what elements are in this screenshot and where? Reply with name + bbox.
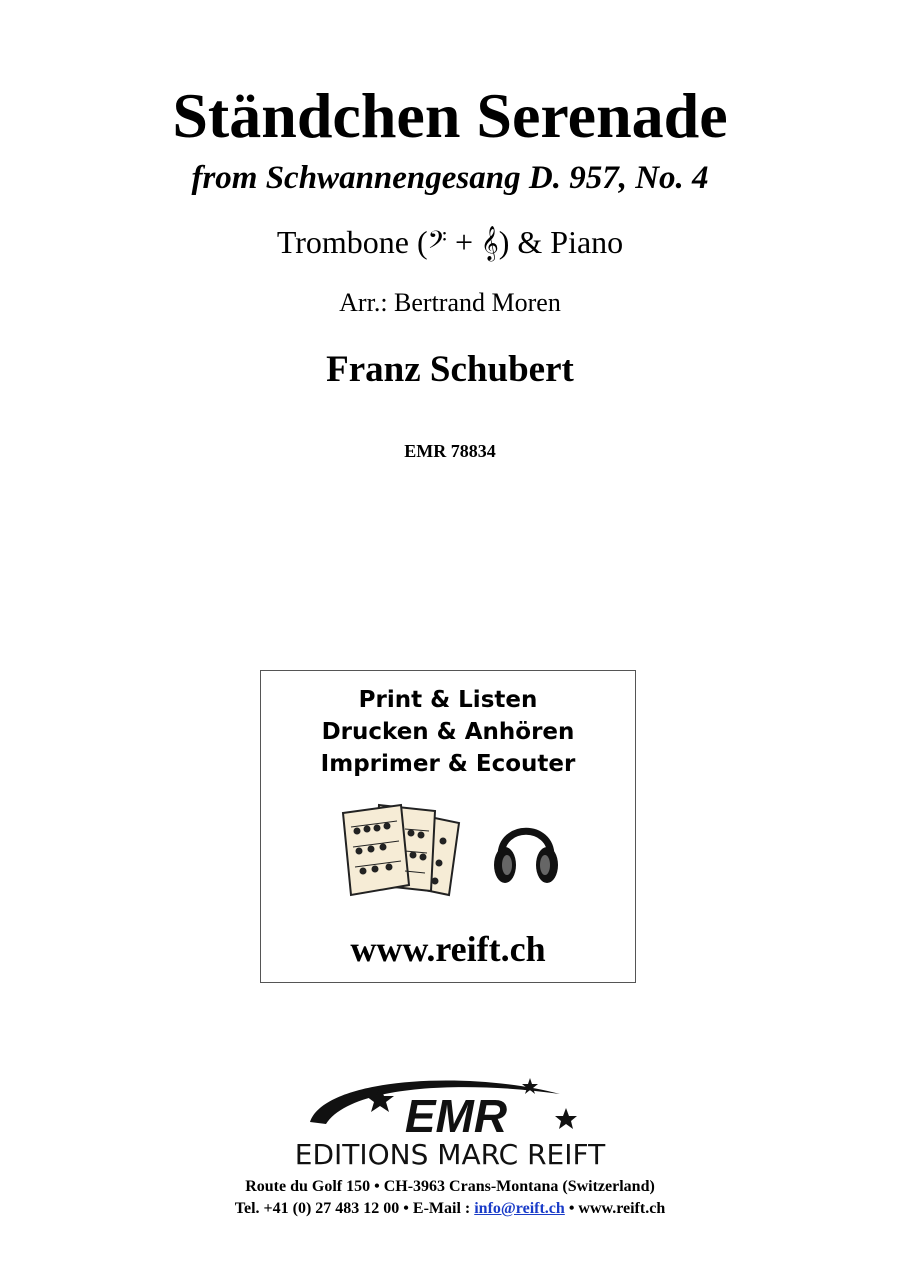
bass-clef-icon: 𝄢 — [427, 226, 447, 261]
instrumentation-text: Trombone ( — [276, 224, 428, 260]
publisher-contact — [0, 1198, 900, 1220]
catalog-number: EMR 78834 — [404, 441, 496, 461]
instrumentation — [0, 222, 900, 264]
score-subtitle: from Schwannengesang D. 957, No. 4 — [191, 160, 709, 196]
promo-website-link[interactable]: www.reift.ch — [350, 929, 546, 969]
email-link[interactable]: info@reift.ch — [474, 1200, 565, 1217]
print-listen-box — [260, 670, 636, 983]
instrumentation-text-end: ) & Piano — [498, 224, 624, 260]
publisher-name: EDITIONS MARC REIFT — [294, 1138, 606, 1171]
promo-line-french: Imprimer & Ecouter — [320, 751, 576, 777]
sheet-music-icon — [339, 801, 469, 901]
headphones-icon — [491, 811, 561, 891]
plus-sign: + — [446, 224, 481, 260]
composer: Franz Schubert — [326, 349, 574, 390]
website-text: • www.reift.ch — [564, 1200, 666, 1217]
emr-logo — [230, 1072, 670, 1172]
emr-logo-text: EMR — [404, 1090, 508, 1142]
promo-line-english: Print & Listen — [358, 687, 538, 713]
arranger: Arr.: Bertrand Moren — [339, 288, 561, 317]
promo-line-german: Drucken & Anhören — [321, 719, 575, 745]
telephone-text: Tel. +41 (0) 27 483 12 00 • E-Mail : — [234, 1200, 475, 1217]
publisher-address: Route du Golf 150 • CH-3963 Crans-Montana (Switzerland) — [245, 1178, 655, 1195]
treble-clef-icon: 𝄞 — [481, 226, 499, 261]
score-title: Ständchen Serenade — [172, 80, 728, 151]
